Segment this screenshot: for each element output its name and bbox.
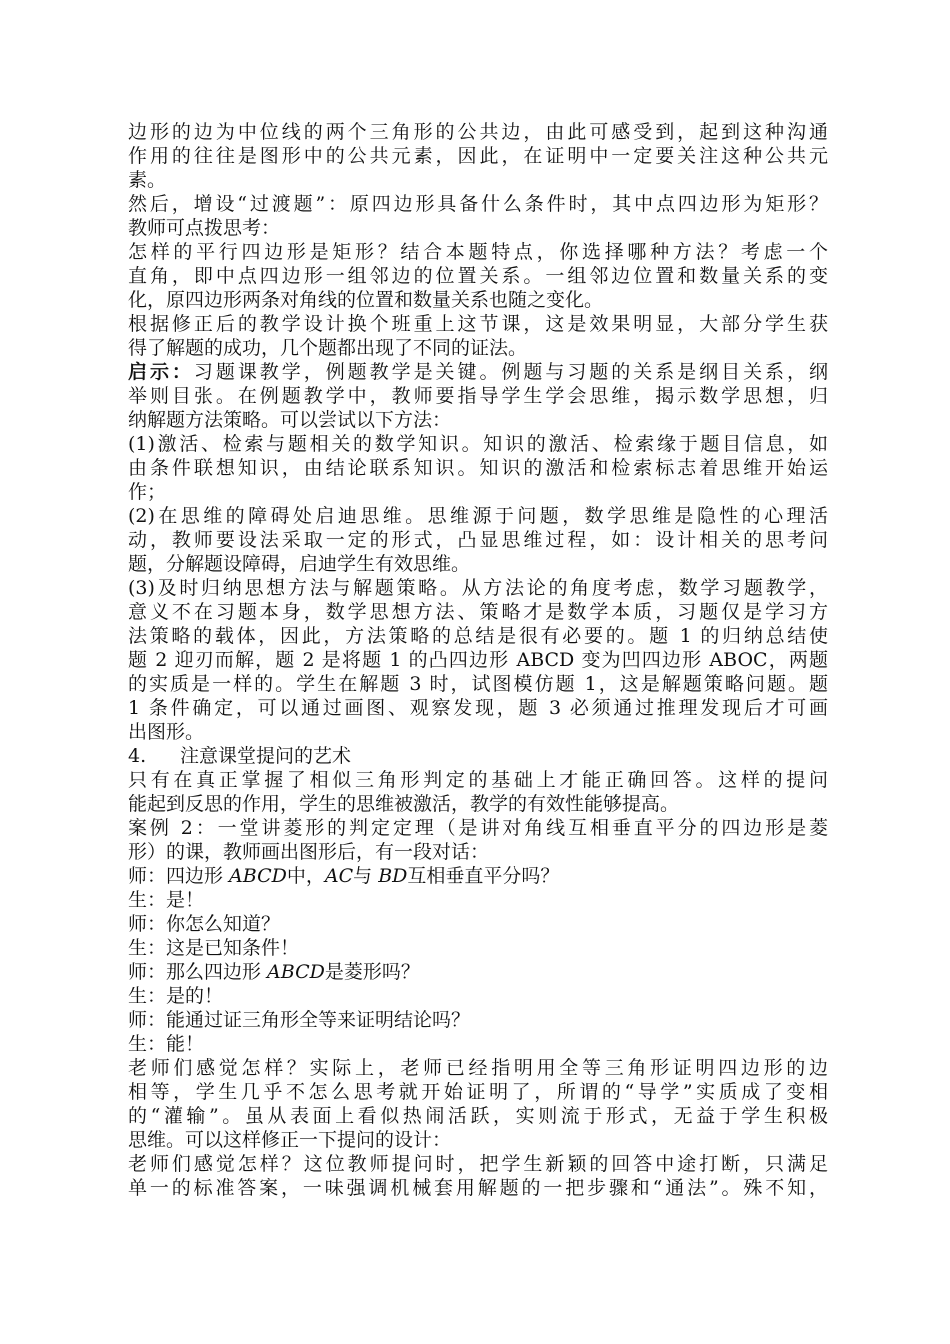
text-line: 思维。可以这样修正一下提问的设计： [128, 1129, 452, 1151]
text-line: 的“灌输”。虽从表面上看似热闹活跃，实则流于形式，无益于学生积极 [128, 1105, 828, 1127]
text-line: 怎样的平行四边形是矩形？结合本题特点，你选择哪种方法？考虑一个 [128, 241, 828, 263]
dialogue-line: 生：能！ [128, 1033, 205, 1055]
insight-label: 启示： [128, 361, 194, 383]
text-line: 根据修正后的教学设计换个班重上这节课，这是效果明显，大部分学生获 [128, 313, 828, 335]
text-line: 纳解题方法策略。可以尝试以下方法： [128, 409, 452, 431]
dialogue-fragment: 中， [286, 865, 325, 887]
text-line: 边形的边为中位线的两个三角形的公共边，由此可感受到，起到这种沟通 [128, 121, 828, 143]
method-line: 动，教师要设法采取一定的形式，凸显思维过程，如：设计相关的思考问 [128, 529, 828, 551]
text-line: 形）的课，教师画出图形后，有一段对话： [128, 841, 490, 863]
method-line: (1)激活、检索与题相关的数学知识。知识的激活、检索缘于题目信息，如 [128, 433, 828, 455]
dialogue-fragment: 互相垂直平分吗？ [407, 865, 560, 887]
text-line: 得了解题的成功，几个题都出现了不同的证法。 [128, 337, 528, 359]
math-symbol: ABCD [229, 865, 287, 887]
dialogue-line: 生：是的！ [128, 985, 224, 1007]
method-line: 由条件联想知识，由结论联系知识。知识的激活和检索标志着思维开始运 [128, 457, 828, 479]
method-line: 的实质是一样的。学生在解题 3 时，试图模仿题 1，这是解题策略问题。题 [128, 673, 828, 695]
document-page [128, 120, 828, 1200]
text-line: 化，原四边形两条对角线的位置和数量关系也随之变化。 [128, 289, 604, 311]
section-number: 4. [128, 745, 147, 767]
dialogue-line: 生：这是已知条件！ [128, 937, 300, 959]
text-line: 素。 [128, 169, 167, 191]
method-line: 法策略的载体，因此，方法策略的总结是很有必要的。题 1 的归纳总结使 [128, 625, 828, 647]
math-symbol: ABCD [267, 961, 325, 983]
dialogue-fragment: 师：四边形 [128, 865, 230, 887]
text-line: 直角，即中点四边形一组邻边的位置关系。一组邻边位置和数量关系的变 [128, 265, 828, 287]
method-line: 意义不在习题本身，数学思想方法、策略才是数学本质，习题仅是学习方 [128, 601, 828, 623]
dialogue-line: 师：你怎么知道？ [128, 913, 281, 935]
text-line: 单一的标准答案，一味强调机械套用解题的一把步骤和“通法”。殊不知， [128, 1177, 828, 1199]
text-line: 能起到反思的作用，学生的思维被激活，教学的有效性能够提高。 [128, 793, 680, 815]
dialogue-fragment: 师：那么四边形 [128, 961, 268, 983]
method-line: 题 2 迎刃而解，题 2 是将题 1 的凸四边形 ABCD 变为凹四边形 ABOC，两题 [128, 649, 828, 671]
dialogue-line: 生：是！ [128, 889, 205, 911]
dialogue-line [128, 864, 828, 888]
text-line: 作用的往往是图形中的公共元素，因此，在证明中一定要关注这种公共元 [128, 145, 828, 167]
method-line: 作； [128, 481, 167, 503]
dialogue-fragment: 是菱形吗？ [324, 961, 420, 983]
math-symbol: BD [378, 865, 408, 887]
text-line: 教师可点拨思考： [128, 217, 281, 239]
text-line: 相等，学生几乎不怎么思考就开始证明了，所谓的“导学”实质成了变相 [128, 1081, 828, 1103]
method-line: (2)在思维的障碍处启迪思维。思维源于问题，数学思维是隐性的心理活 [128, 505, 828, 527]
method-line: 题，分解题设障碍，启迪学生有效思维。 [128, 553, 471, 575]
text-line: 老师们感觉怎样？这位教师提问时，把学生新颖的回答中途打断，只满足 [128, 1153, 828, 1175]
text-line: 老师们感觉怎样？实际上，老师已经指明用全等三角形证明四边形的边 [128, 1057, 828, 1079]
dialogue-fragment: 与 [353, 865, 379, 887]
math-symbol: AC [324, 865, 354, 887]
text-line: 案例 2：一堂讲菱形的判定定理（是讲对角线互相垂直平分的四边形是菱 [128, 817, 828, 839]
dialogue-line: 师：能通过证三角形全等来证明结论吗？ [128, 1009, 471, 1031]
text-line: 只有在真正掌握了相似三角形判定的基础上才能正确回答。这样的提问 [128, 769, 828, 791]
text-line: 然后，增设“过渡题”：原四边形具备什么条件时，其中点四边形为矩形？ [128, 193, 828, 215]
insight-text: 习题课教学，例题教学是关键。例题与习题的关系是纲目关系，纲 [193, 361, 828, 383]
text-line: 举则目张。在例题教学中，教师要指导学生学会思维，揭示数学思想，归 [128, 385, 828, 407]
method-line: 出图形。 [128, 721, 205, 743]
method-line: (3)及时归纳思想方法与解题策略。从方法论的角度考虑，数学习题教学， [128, 577, 828, 599]
insight-first-line [128, 360, 828, 384]
section-title: 注意课堂提问的艺术 [180, 745, 352, 767]
dialogue-line [128, 960, 828, 984]
method-line: 1 条件确定，可以通过画图、观察发现，题 3 必须通过推理发现后才可画 [128, 697, 828, 719]
section-heading [128, 744, 828, 768]
